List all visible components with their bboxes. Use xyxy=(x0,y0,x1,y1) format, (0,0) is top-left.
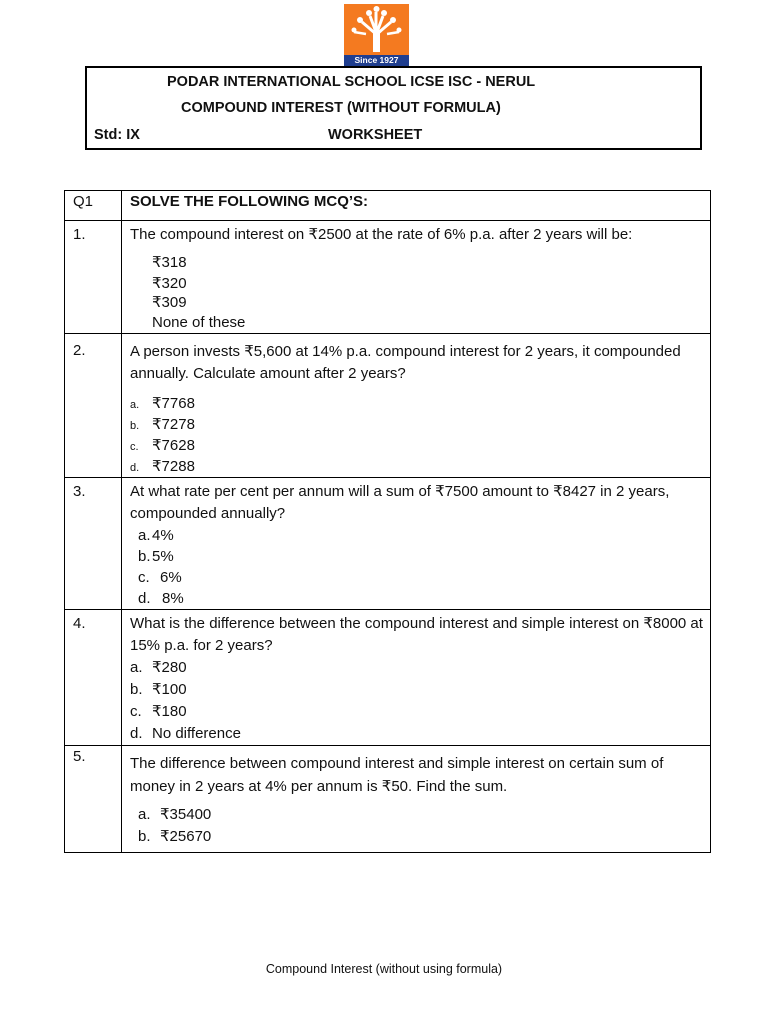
section-title: SOLVE THE FOLLOWING MCQ’S: xyxy=(122,191,711,221)
logo-since-text: Since 1927 xyxy=(344,55,409,66)
option: b. ₹100 xyxy=(130,681,187,698)
school-logo xyxy=(344,4,409,66)
option: None of these xyxy=(152,314,246,331)
question-number: 2. xyxy=(65,334,122,478)
question-text: The compound interest on ₹2500 at the rate of 6% p.a. after 2 years will be: xyxy=(130,226,633,243)
option: ₹309 xyxy=(152,294,187,311)
option: ₹318 xyxy=(152,254,187,271)
option: c. ₹180 xyxy=(130,703,187,720)
question-number: 4. xyxy=(65,610,122,746)
question-body xyxy=(122,478,711,610)
option: a.4% xyxy=(138,527,174,544)
option: ₹320 xyxy=(152,275,187,292)
school-name: PODAR INTERNATIONAL SCHOOL ICSE ISC - NERUL xyxy=(167,74,536,90)
question-text: What is the difference between the compound interest and simple interest on ₹8000 at 15% p.a. for 2 years? xyxy=(130,615,703,654)
worksheet-header xyxy=(85,66,702,150)
question-body xyxy=(122,746,711,853)
option: d. 8% xyxy=(138,590,184,607)
option: d. ₹7288 xyxy=(130,458,195,475)
tree-people-icon xyxy=(344,4,409,55)
question-text: The difference between compound interest and simple interest on certain sum of money in 2 years at 4% per annum is ₹50. Find the sum. xyxy=(130,755,664,795)
question-text: At what rate per cent per annum will a sum of ₹7500 amount to ₹8427 in 2 years, compounded annually? xyxy=(130,483,670,522)
question-body xyxy=(122,610,711,746)
question-text: A person invests ₹5,600 at 14% p.a. compound interest for 2 years, it compounded annually. Calculate amount after 2 years? xyxy=(130,343,681,382)
question-number: 1. xyxy=(65,221,122,334)
worksheet-topic: COMPOUND INTEREST (WITHOUT FORMULA) xyxy=(181,100,501,116)
question-row xyxy=(65,334,711,478)
question-row xyxy=(65,746,711,853)
standard-label: Std: IX xyxy=(94,127,140,143)
question-number: 5. xyxy=(65,746,122,853)
worksheet-label: WORKSHEET xyxy=(328,127,423,143)
option: a. ₹7768 xyxy=(130,395,195,412)
option: a. ₹280 xyxy=(130,659,187,676)
option: b. ₹25670 xyxy=(138,828,212,845)
option: b. ₹7278 xyxy=(130,416,195,433)
question-body xyxy=(122,334,711,478)
option: d. No difference xyxy=(130,725,241,742)
page-footer: Compound Interest (without using formula) xyxy=(265,962,503,976)
option: a. ₹35400 xyxy=(138,806,212,823)
question-body xyxy=(122,221,711,334)
mcq-table xyxy=(64,190,711,853)
option: c. 6% xyxy=(138,569,182,586)
question-number: 3. xyxy=(65,478,122,610)
section-number: Q1 xyxy=(65,191,122,221)
question-row xyxy=(65,478,711,610)
section-header-row xyxy=(65,191,711,221)
question-row xyxy=(65,610,711,746)
option: c. ₹7628 xyxy=(130,437,195,454)
option: b.5% xyxy=(138,548,174,565)
question-row xyxy=(65,221,711,334)
